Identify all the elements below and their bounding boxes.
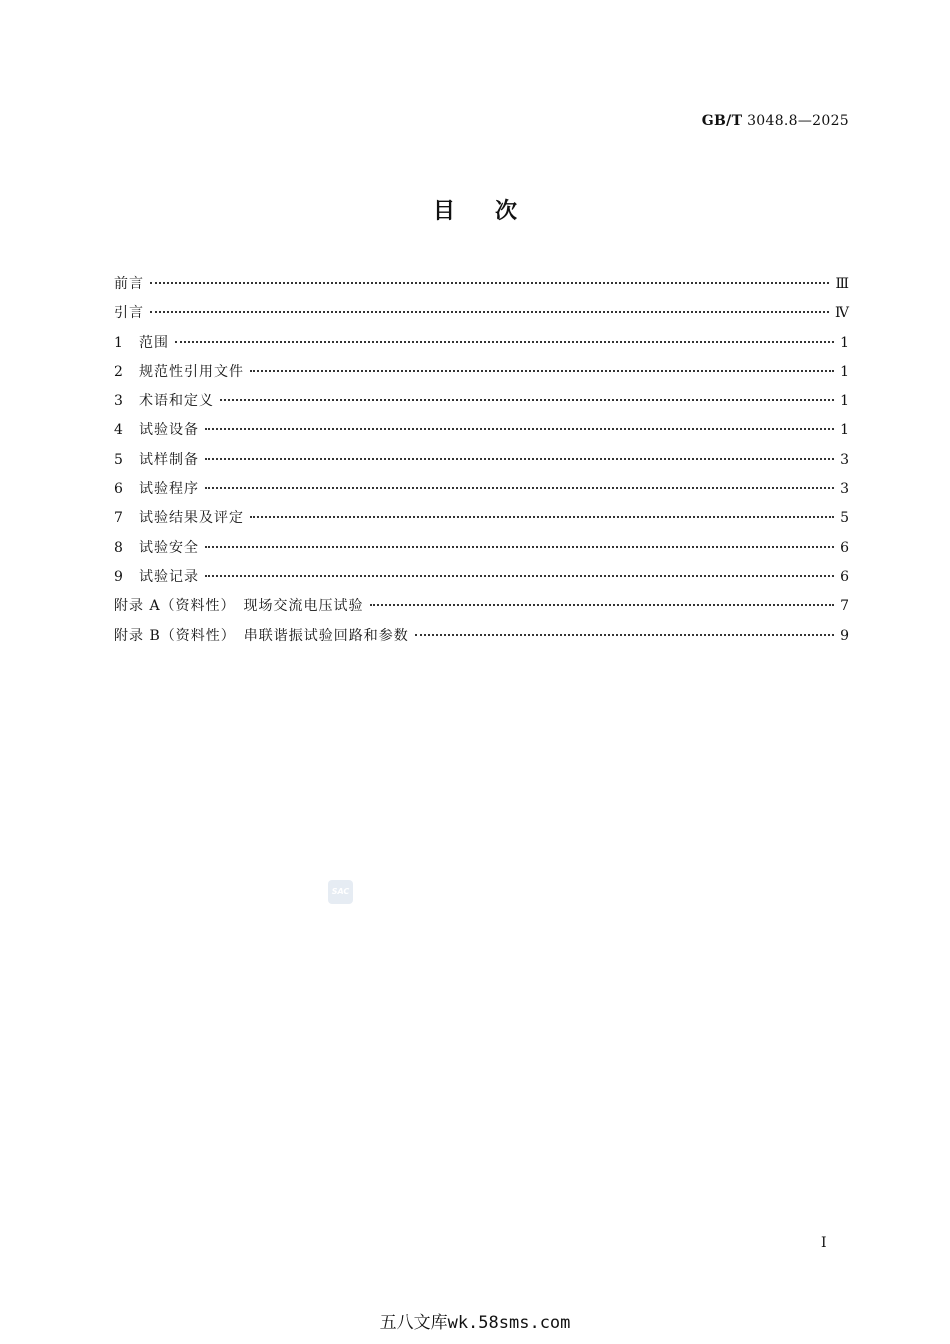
toc-label: 附录 B（资料性） 串联谐振试验回路和参数 [114,627,409,644]
toc-page-number: Ⅲ [835,276,849,292]
toc-leader-dots [175,341,834,343]
toc-label: 试验程序 [139,481,199,498]
standard-code-number: 3048.8—2025 [747,113,849,129]
toc-label: 试验记录 [139,568,199,585]
toc-page-number: 3 [840,481,849,498]
toc-label: 附录 A（资料性） 现场交流电压试验 [114,598,364,615]
toc-leader-dots [250,370,834,372]
toc-entry-1[interactable] [114,329,849,358]
toc-label: 术语和定义 [139,393,214,410]
toc-leader-dots [150,282,829,284]
toc-section-number: 8 [114,539,123,556]
toc-page-number: 6 [840,539,849,556]
toc-entry-7[interactable] [114,504,849,533]
toc-section-number: 3 [114,393,123,410]
toc-label: 前言 [114,276,144,292]
sac-watermark-logo: SAC [328,880,353,904]
toc-page-number: 1 [840,393,849,410]
toc-label: 引言 [114,305,144,322]
toc-page-number: 6 [840,568,849,585]
toc-label: 范围 [139,334,169,351]
toc-leader-dots [220,399,834,401]
toc-leader-dots [415,634,834,636]
toc-section-number: 7 [114,510,123,527]
toc-entry-2[interactable] [114,358,849,387]
toc-entry-9[interactable] [114,563,849,592]
toc-leader-dots [250,516,834,518]
toc-section-number: 2 [114,363,123,380]
toc-entry-annex-b[interactable] [114,622,849,651]
toc-section-number: 9 [114,568,123,585]
toc-page-number: 1 [840,334,849,351]
toc-entry-6[interactable] [114,475,849,504]
standard-code [702,113,849,129]
toc-entry-annex-a[interactable] [114,592,849,621]
toc-label: 试验安全 [139,539,199,556]
table-of-contents [114,270,849,651]
standard-code-prefix: GB/T [701,113,743,129]
toc-page-number: 3 [840,451,849,468]
footer-watermark: 五八文库wk.58sms.com [379,1313,571,1333]
toc-leader-dots [205,487,834,489]
toc-label: 试验设备 [139,422,199,439]
toc-page-number: 1 [840,363,849,380]
toc-label: 试验结果及评定 [139,510,244,527]
toc-leader-dots [205,458,834,460]
toc-leader-dots [205,575,834,577]
toc-section-number: 1 [114,334,123,351]
page-title: 目次 [432,199,557,224]
toc-leader-dots [205,546,834,548]
toc-entry-5[interactable] [114,446,849,475]
toc-page-number: 5 [840,510,849,527]
toc-entry-introduction[interactable] [114,299,849,328]
toc-leader-dots [370,604,835,606]
toc-section-number: 4 [114,422,123,439]
toc-entry-3[interactable] [114,387,849,416]
toc-section-number: 5 [114,451,123,468]
toc-label: 试样制备 [139,451,199,468]
toc-entry-foreword[interactable] [114,270,849,299]
toc-label: 规范性引用文件 [139,363,244,380]
toc-entry-8[interactable] [114,534,849,563]
toc-page-number: 1 [840,422,849,439]
page-number: I [821,1235,827,1251]
toc-section-number: 6 [114,481,123,498]
toc-page-number: 7 [840,598,849,615]
toc-entry-4[interactable] [114,416,849,445]
toc-page-number: Ⅳ [835,305,849,322]
toc-page-number: 9 [840,627,849,644]
toc-leader-dots [205,428,834,430]
toc-leader-dots [150,311,829,313]
